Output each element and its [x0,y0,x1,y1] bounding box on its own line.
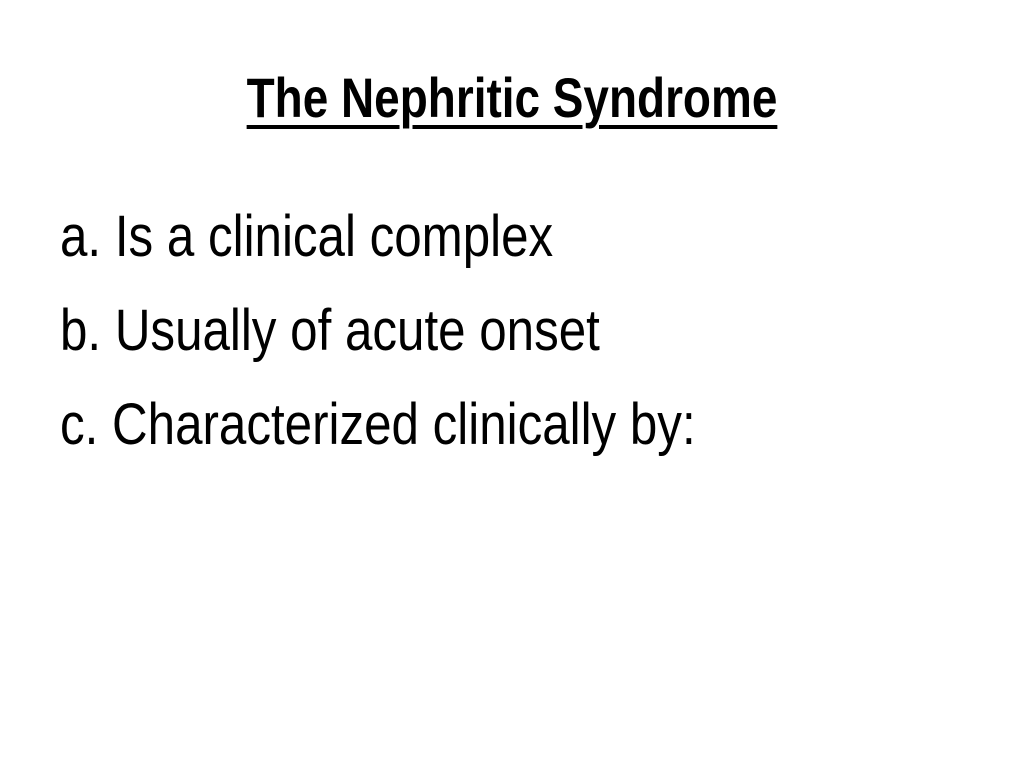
bullet-item: b. Usually of acute onset [60,298,600,363]
bullet-item: c. Characterized clinically by: [60,392,696,457]
bullet-list [60,190,859,472]
slide-title-text: The Nephritic Syndrome [246,66,778,129]
bullet-item: a. Is a clinical complex [60,204,554,269]
slide-title [92,62,932,134]
